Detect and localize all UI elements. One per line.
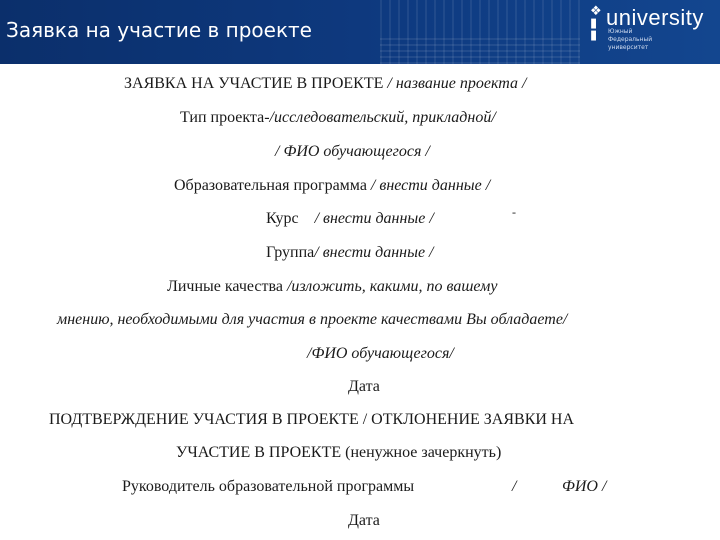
program-leader-line [122, 477, 414, 497]
date-line-1 [348, 377, 380, 397]
project-type-hint: /исследовательский, прикладной/ [269, 109, 496, 126]
logo-subtitle-line: университет [608, 44, 649, 51]
confirmation-heading-continued: УЧАСТИЕ В ПРОЕКТЕ [176, 444, 342, 461]
project-type-label: Тип проекта- [180, 109, 270, 126]
date-line-2 [348, 511, 380, 531]
group-line [266, 243, 434, 263]
logo-wordmark: university [606, 5, 704, 30]
logo-subtitle [608, 28, 678, 52]
leader-slash: / [512, 478, 517, 495]
header-building-pattern-lower [380, 38, 580, 64]
program-leader-name [562, 477, 606, 497]
group-label: Группа [266, 244, 315, 261]
form-heading-line [124, 74, 526, 94]
qualities-line [167, 277, 497, 297]
slide-header [0, 0, 720, 64]
qualities-hint: /изложить, какими, по вашему [286, 278, 498, 295]
form-heading: ЗАЯВКА НА УЧАСТИЕ В ПРОЕКТЕ [124, 75, 384, 92]
program-label: Образовательная программа [174, 177, 367, 194]
strike-note: (ненужное зачеркнуть) [345, 444, 502, 461]
program-hint: / внести данные / [370, 177, 491, 194]
student-signature-line [307, 344, 454, 364]
project-type-line [180, 108, 496, 128]
confirmation-heading: ПОДТВЕРЖДЕНИЕ УЧАСТИЯ В ПРОЕКТЕ / ОТКЛОНЕНИЕ ЗАЯВКИ НА [49, 411, 575, 428]
date-label: Дата [348, 512, 380, 529]
qualities-continuation-line [57, 310, 567, 330]
logo-subtitle-line: Южный [608, 28, 633, 35]
program-leader-label: Руководитель образовательной программы [122, 478, 415, 495]
stray-dash: - [512, 205, 516, 219]
confirmation-line-1 [49, 410, 574, 430]
course-line [266, 209, 434, 229]
course-label: Курс [266, 210, 299, 227]
leader-name-hint: ФИО / [562, 478, 607, 495]
qualities-label: Личные качества [167, 278, 283, 295]
university-logo [588, 6, 716, 58]
slide-title: Заявка на участие в проекте [6, 18, 312, 42]
student-signature-hint: /ФИО обучающегося/ [307, 345, 454, 362]
student-name-hint: / ФИО обучающегося / [275, 143, 430, 160]
logo-subtitle-line: Федеральный [608, 36, 653, 43]
date-label: Дата [348, 378, 380, 395]
confirmation-line-2 [176, 443, 501, 463]
project-name-hint: / название проекта / [387, 75, 527, 92]
student-name-line [275, 142, 430, 162]
qualities-hint-continued: мнению, необходимыми для участия в проекте качествами Вы обладаете/ [57, 311, 568, 328]
course-hint: / внести данные / [314, 210, 434, 227]
program-line [174, 176, 490, 196]
university-emblem-icon: ❖ ▮ ▮ [590, 4, 602, 43]
group-hint: / внести данные / [314, 244, 434, 261]
program-leader-slash [512, 477, 516, 497]
